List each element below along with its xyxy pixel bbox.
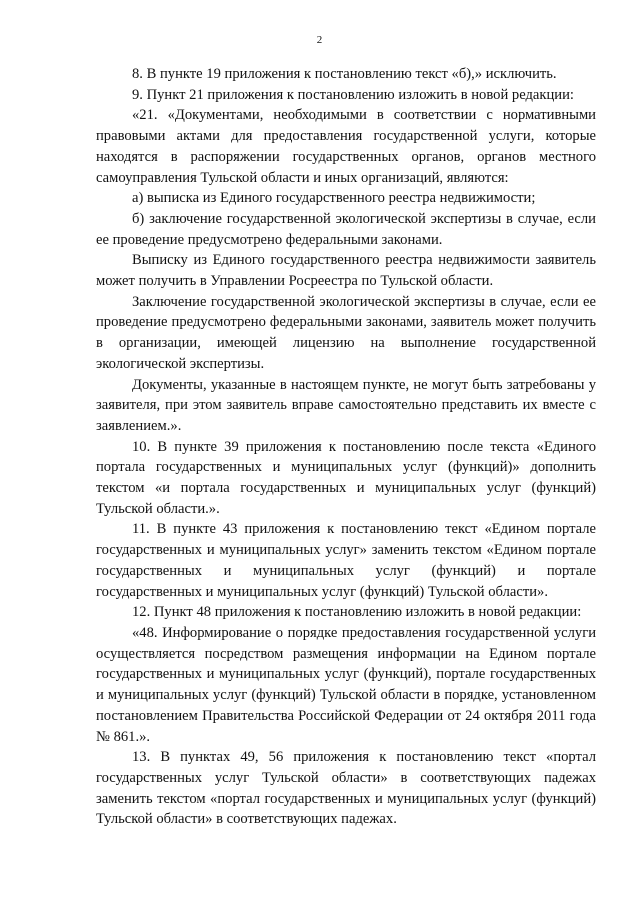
paragraph-item-8: 8. В пункте 19 приложения к постановлению текст «б),» исключить.: [132, 66, 557, 82]
paragraph-subitem-b: б) заключение государственной экологической экспертизы в случае, если ее проведение предусмотрено федеральными законами.: [96, 210, 596, 248]
paragraph-item-10: 10. В пункте 39 приложения к постановлению после текста «Единого портала государственных и муниципальных услуг (функций)» дополнить текстом «и портала государственных и муниципальных услуг (функций) Тульской области.».: [96, 438, 596, 517]
paragraph-point-21-intro: «21. «Документами, необходимыми в соответствии с нормативными правовыми актами для предоставления государственной услуги, которые находятся в распоряжении государственных органов, органов местного самоуправления Тульской области и иных организаций, являются:: [96, 107, 596, 186]
paragraph-item-13: 13. В пунктах 49, 56 приложения к постановлению текст «портал государственных услуг Тульской области» в соответствующих падежах заменить текстом «портал государственных и муниципальных услуг (функций) Тульской области» в соответствующих падежах.: [96, 749, 596, 828]
paragraph-documents-not-required: Документы, указанные в настоящем пункте, не могут быть затребованы у заявителя, при этом заявитель вправе самостоятельно представить их вместе с заявлением.».: [96, 376, 596, 434]
paragraph-subitem-a: а) выписка из Единого государственного реестра недвижимости;: [132, 190, 536, 207]
paragraph-rosreestr-extract: Выписку из Единого государственного реестра недвижимости заявитель может получить в Управлении Росреестра по Тульской области.: [96, 252, 596, 290]
paragraph-point-48: «48. Информирование о порядке предоставления государственной услуги осуществляется посредством размещения информации на Едином портале государственных и муниципальных услуг (функций), портале государственных и муниципальных услуг (функций) Тульской области в порядке, установленном постановлением Правительства Российской Федерации от 24 октября 2011 года № 861.».: [96, 624, 596, 745]
paragraph-item-9: 9. Пункт 21 приложения к постановлению изложить в новой редакции:: [132, 86, 574, 103]
paragraph-item-11: 11. В пункте 43 приложения к постановлению текст «Едином портале государственных и муниципальных услуг» заменить текстом «Едином портале государственных и муниципальных услуг (функций) и портале государственных и муниципальных услуг (функций) Тульской области».: [96, 521, 596, 600]
document-body: [96, 64, 596, 830]
paragraph-item-12: 12. Пункт 48 приложения к постановлению изложить в новой редакции:: [132, 604, 582, 621]
paragraph-ecological-expertise: Заключение государственной экологической экспертизы в случае, если ее проведение предусмотрено федеральными законами, заявитель может получить в организации, имеющей лицензию на выполнение государственной экологической экспертизы.: [96, 293, 596, 372]
page-number: 2: [316, 34, 323, 46]
